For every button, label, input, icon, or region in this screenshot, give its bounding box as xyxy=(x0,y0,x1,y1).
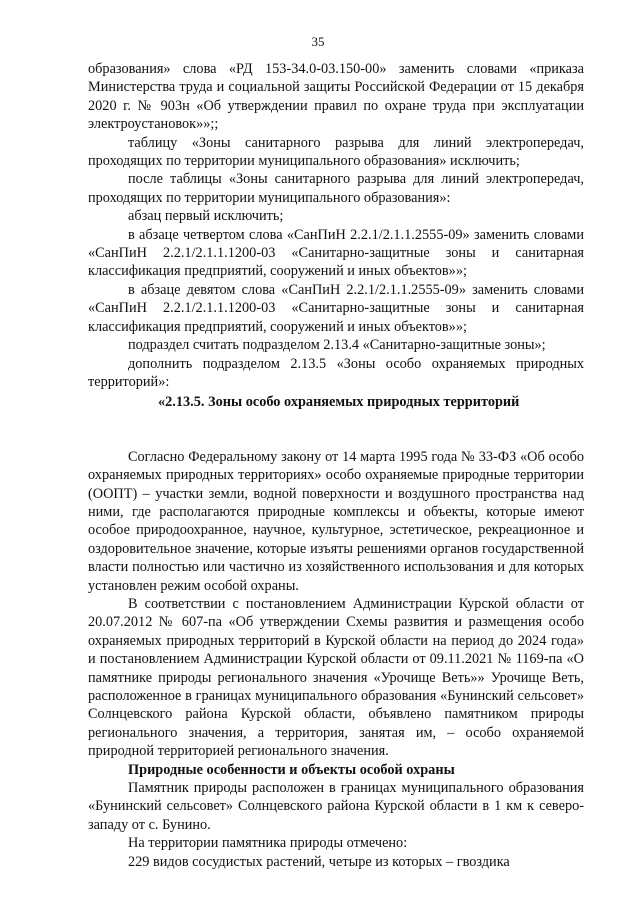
paragraph: таблицу «Зоны санитарного разрыва для линий электропередач, проходящих по территории муниципального образования» исключить; xyxy=(88,134,584,170)
paragraph: образования» слова «РД 153-34.0-03.150-00» заменить словами «приказа Министерства труда и социальной защиты Российской Федерации от 15 декабря 2020 г. № 903н «Об утверждении правил по охране труда при эксплуатации электроустановок»»;; xyxy=(88,61,584,133)
paragraph: абзац первый исключить; xyxy=(128,208,284,225)
paragraph: На территории памятника природы отмечено: xyxy=(128,835,408,852)
paragraph: Памятник природы расположен в границах муниципального образования «Бунинский сельсовет» Солнцевского района Курской области в 1 км к северо-западу от с. Бунино. xyxy=(88,780,584,833)
section-heading: «2.13.5. Зоны особо охраняемых природных территорий xyxy=(158,394,520,411)
paragraph: в абзаце девятом слова «СанПиН 2.2.1/2.1.1.2555-09» заменить словами «СанПиН 2.2.1/2.1.1.1200-03 «Санитарно-защитные зоны и санитарная классификация предприятий, сооружений и иных объектов»»; xyxy=(88,281,584,335)
document-body xyxy=(88,60,584,871)
paragraph: В соответствии с постановлением Администрации Курской области от 20.07.2012 № 607-па «Об утверждении Схемы развития и размещения особо охраняемых природных территорий в Курской области на период до 2024 года» и постановлением Администрации Курской области от 09.11.2021 № 1169-па «О памятнике природы регионального значения «Урочище Веть»» Урочище Веть, расположенное в границах муниципального образования «Бунинский сельсовет» Солнцевского района Курской области, объявлено памятником природы регионального значения, а территория, занятая им, – особо охраняемой природной территорией регионального значения. xyxy=(88,595,584,760)
paragraph: подраздел считать подразделом 2.13.4 «Санитарно-защитные зоны»; xyxy=(128,337,546,354)
paragraph: дополнить подразделом 2.13.5 «Зоны особо охраняемых природных территорий»: xyxy=(88,355,584,390)
paragraph: в абзаце четвертом слова «СанПиН 2.2.1/2.1.1.2555-09» заменить словами «СанПиН 2.2.1/2.1.1.1200-03 «Санитарно-защитные зоны и санитарная классификация предприятий, сооружений и иных объектов»»; xyxy=(88,226,584,280)
page-number: 35 xyxy=(311,34,325,49)
paragraph: после таблицы «Зоны санитарного разрыва для линий электропередач, проходящих по территории муниципального образования»: xyxy=(88,171,584,206)
subsection-heading: Природные особенности и объекты особой охраны xyxy=(128,761,455,778)
paragraph: Согласно Федеральному закону от 14 марта 1995 года № 33-ФЗ «Об особо охраняемых природных территориях» особо охраняемые природные территории (ООПТ) – участки земли, водной поверхности и воздушного пространства над ними, где располагаются природные комплексы и объекты, которые имеют особое природоохранное, научное, культурное, эстетическое, рекреационное и оздоровительное значение, которые изъяты решениями органов государственной власти полностью или частично из хозяйственного использования и для которых установлен режим особой охраны. xyxy=(88,448,584,594)
paragraph: 229 видов сосудистых растений, четыре из которых – гвоздика xyxy=(128,853,510,870)
